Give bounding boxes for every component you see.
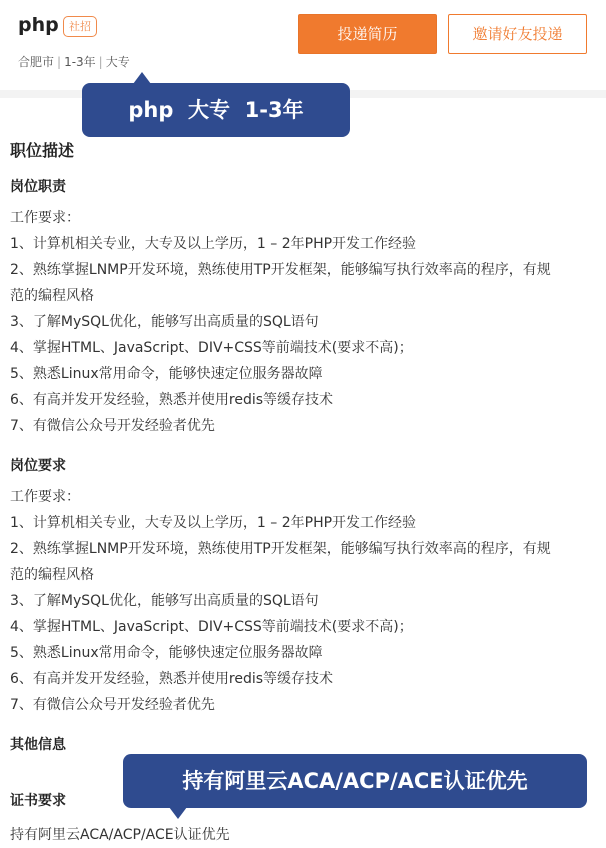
requirements-title: 岗位要求 [10,458,66,474]
duties-line: 工作要求： [10,210,80,226]
job-meta [18,53,130,70]
other-info-title: 其他信息 [10,737,66,753]
requirements-line: 工作要求： [10,489,80,505]
invite-friend-button[interactable]: 邀请好友投递 [448,14,587,54]
duties-line: 4、掌握HTML、JavaScript、DIV+CSS等前端技术(要求不高)； [10,340,413,356]
recruit-type-badge: 社招 [63,16,97,37]
requirements-line: 4、掌握HTML、JavaScript、DIV+CSS等前端技术(要求不高)； [10,619,413,635]
duties-line: 3、了解MySQL优化，能够写出高质量的SQL语句 [10,314,319,330]
summary-callout-text: php 大专 1-3年 [128,98,304,122]
callout-pointer [133,72,151,84]
requirements-line: 6、有高并发开发经验，熟悉并使用redis等缓存技术 [10,671,334,687]
requirements-line: 7、有微信公众号开发经验者优先 [10,697,215,713]
job-experience: 1-3年 [64,55,96,69]
requirements-line: 3、了解MySQL优化，能够写出高质量的SQL语句 [10,593,319,609]
requirements-line: 5、熟悉Linux常用命令，能够快速定位服务器故障 [10,645,323,661]
duties-line: 6、有高并发开发经验，熟悉并使用redis等缓存技术 [10,392,334,408]
requirements-line: 1、计算机相关专业，大专及以上学历，1 – 2年PHP开发工作经验 [10,515,417,531]
duties-line: 2、熟练掌握LNMP开发环境，熟练使用TP开发框架，能够编写执行效率高的程序，有规 [10,262,551,278]
apply-resume-button[interactable]: 投递简历 [298,14,437,54]
callout-pointer [169,807,187,819]
certificate-callout [123,754,587,808]
job-education: 大专 [105,55,130,69]
job-title: php [18,14,59,36]
job-city: 合肥市 [18,55,55,69]
duties-title: 岗位职责 [10,179,66,195]
meta-separator: | [57,55,62,69]
meta-separator: | [98,55,103,69]
description-title: 职位描述 [10,141,75,160]
certificate-callout-text: 持有阿里云ACA/ACP/ACE认证优先 [182,769,528,793]
certificate-title: 证书要求 [10,793,66,809]
requirements-line: 2、熟练掌握LNMP开发环境，熟练使用TP开发框架，能够编写执行效率高的程序，有规 [10,541,551,557]
requirements-line: 范的编程风格 [10,567,94,583]
duties-line: 1、计算机相关专业，大专及以上学历，1 – 2年PHP开发工作经验 [10,236,417,252]
job-header [0,0,606,92]
duties-line: 7、有微信公众号开发经验者优先 [10,418,215,434]
certificate-text: 持有阿里云ACA/ACP/ACE认证优先 [10,827,230,843]
duties-line: 5、熟悉Linux常用命令，能够快速定位服务器故障 [10,366,323,382]
duties-line: 范的编程风格 [10,288,94,304]
summary-callout [82,83,350,137]
